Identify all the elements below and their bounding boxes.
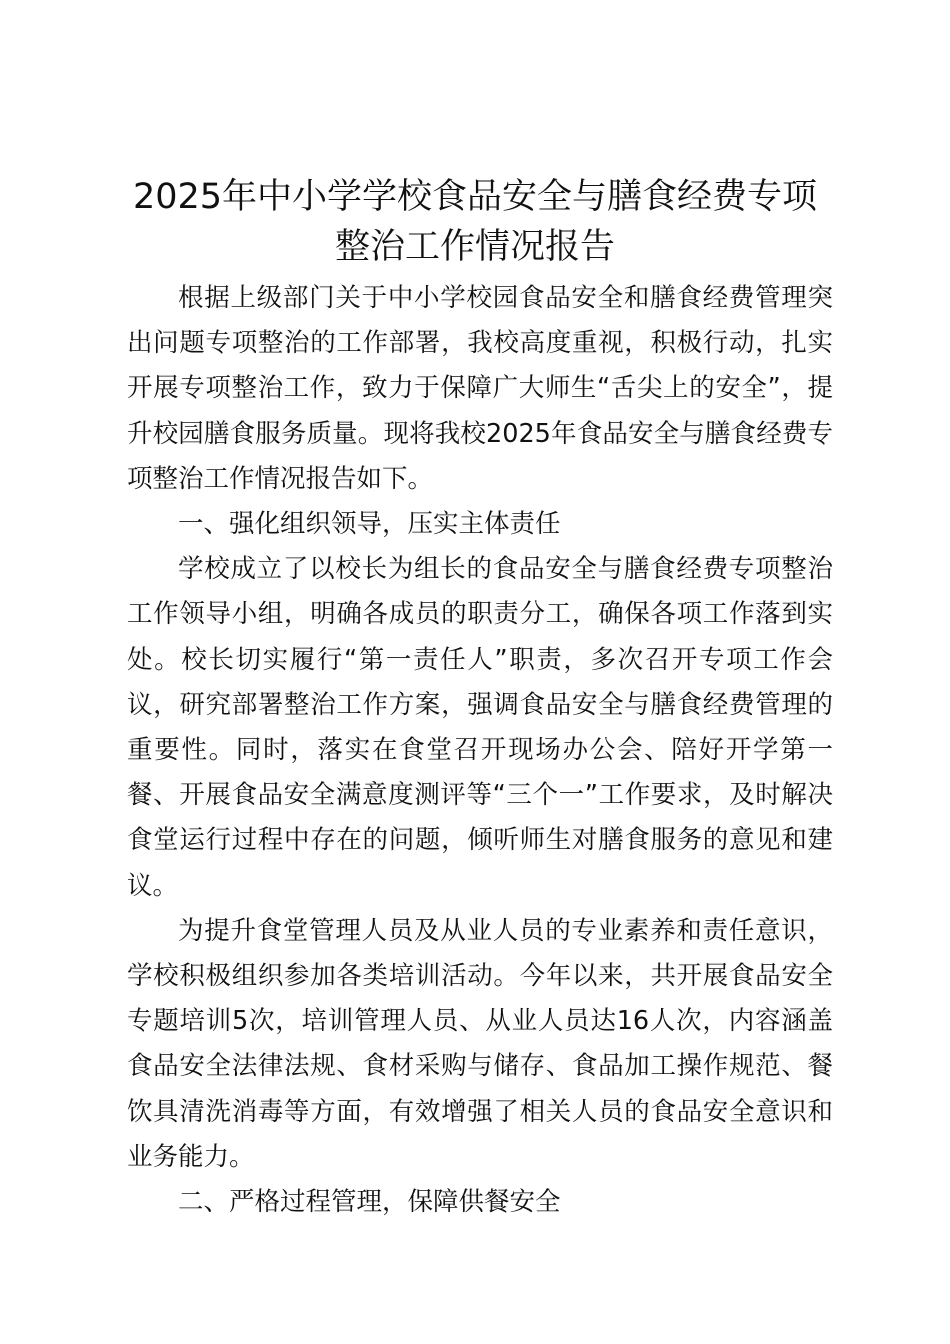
section-heading-1: 一、强化组织领导，压实主体责任 — [178, 509, 561, 540]
body-paragraph: 为提升食堂管理人员及从业人员的专业素养和责任意识，学校积极组织参加各类培训活动。今年以来，共开展食品安全专题培训5次，培训管理人员、从业人员达16人次，内容涵盖食品安全法律法规、食材采购与储存、食品加工操作规范、餐饮具清洗消毒等方面，有效增强了相关人员的食品安全意识和业务能力。 — [127, 915, 833, 1172]
section-heading-2: 二、严格过程管理，保障供餐安全 — [178, 1187, 561, 1218]
document-title-line1: 2025年中小学学校食品安全与膳食经费专项 — [132, 177, 818, 217]
body-paragraph: 学校成立了以校长为组长的食品安全与膳食经费专项整治工作领导小组，明确各成员的职责分工，确保各项工作落到实处。校长切实履行“第一责任人”职责，多次召开专项工作会议，研究部署整治工作方案，强调食品安全与膳食经费管理的重要性。同时，落实在食堂召开现场办公会、陪好开学第一餐、开展食品安全满意度测评等“三个一”工作要求，及时解决食堂运行过程中存在的问题，倾听师生对膳食服务的意见和建议。 — [127, 554, 833, 901]
document-title-line2: 整治工作情况报告 — [334, 227, 615, 267]
intro-paragraph: 根据上级部门关于中小学校园食品安全和膳食经费管理突出问题专项整治的工作部署，我校高度重视，积极行动，扎实开展专项整治工作，致力于保障广大师生“舌尖上的安全”，提升校园膳食服务质量。现将我校2025年食品安全与膳食经费专项整治工作情况报告如下。 — [127, 283, 833, 494]
document-body — [127, 276, 833, 1225]
